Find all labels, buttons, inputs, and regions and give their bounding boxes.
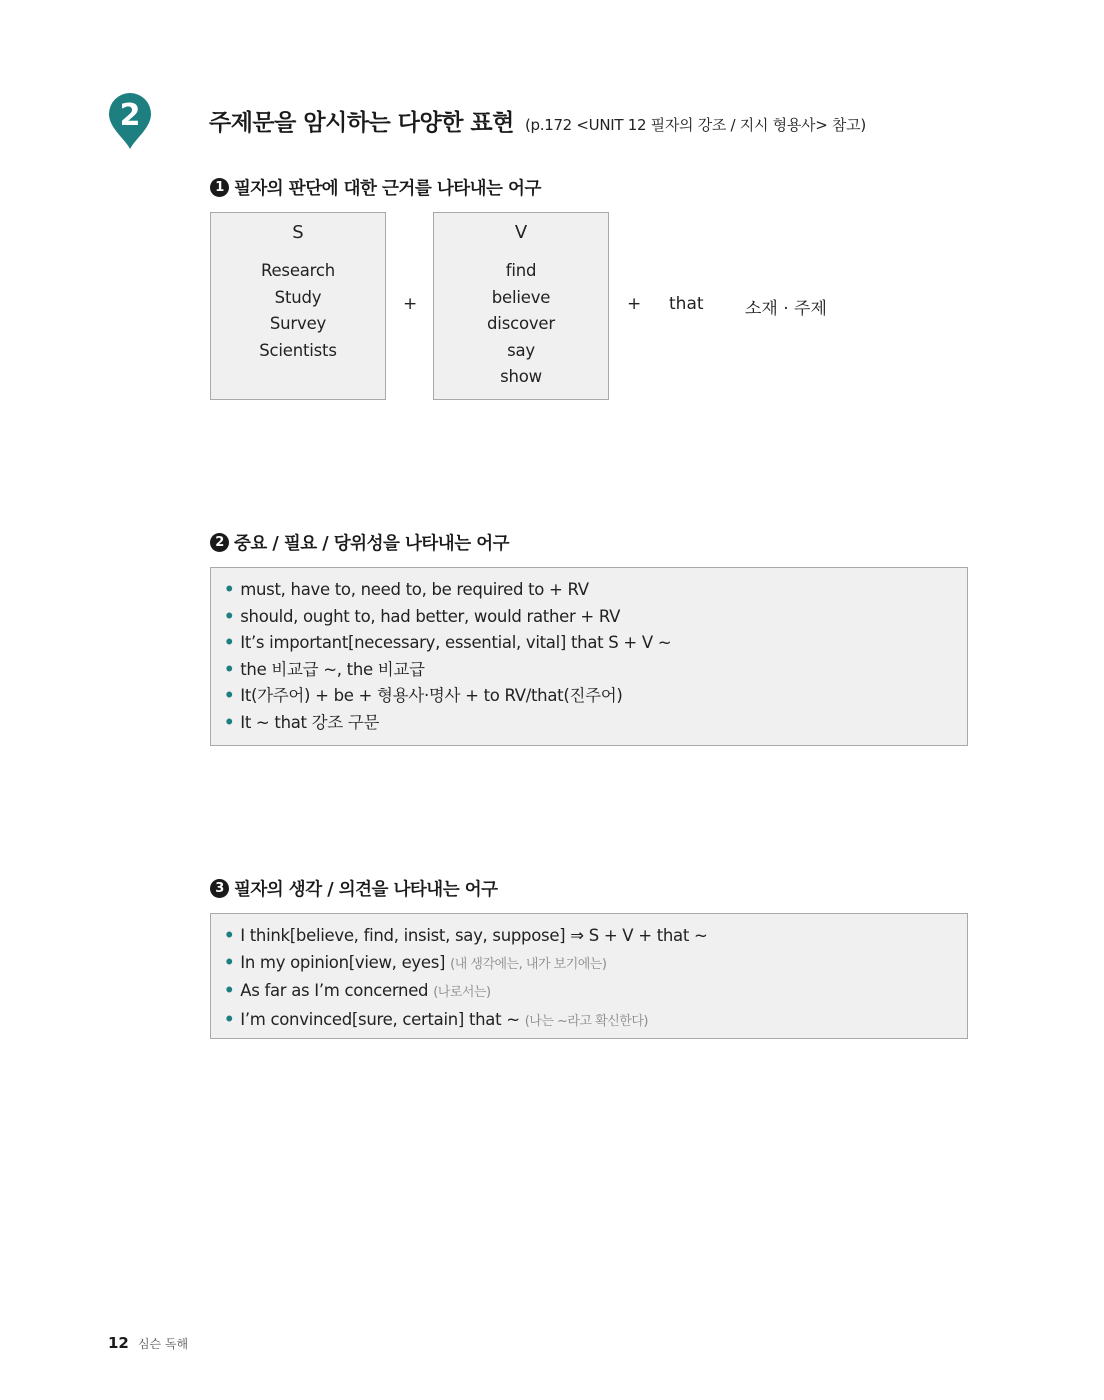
bullet-icon: • <box>224 659 235 679</box>
subject-item: Research <box>260 261 336 280</box>
bullet-icon: • <box>224 1009 235 1029</box>
list-item-text: It(가주어) + be + 형용사·명사 + to RV/that(진주어) <box>240 686 623 706</box>
part2-heading-row <box>210 530 509 555</box>
list-item <box>224 604 967 631</box>
list-item-text: must, have to, need to, be required to + RV <box>240 580 589 599</box>
subject-list <box>211 258 385 364</box>
bullet-icon: • <box>224 952 235 972</box>
list-item <box>224 923 967 950</box>
list-item-text: It’s important[necessary, essential, vital] that S + V ~ <box>240 633 672 653</box>
subject-item: Survey <box>269 314 327 334</box>
list-item <box>224 978 967 1007</box>
verb-item: discover <box>487 314 555 334</box>
verb-item: say <box>507 340 535 360</box>
part3-marker: 3 <box>210 879 229 898</box>
list-item <box>224 657 967 684</box>
list-item-note: (내 생각에는, 내가 보기에는) <box>450 956 607 972</box>
verb-item: find <box>505 261 537 280</box>
part2-heading: 중요 / 필요 / 당위성을 나타내는 어구 <box>234 534 510 554</box>
book-title: 심슨 독해 <box>137 1337 189 1351</box>
page-number: 12 <box>108 1334 129 1352</box>
verb-list <box>434 258 608 391</box>
list-item <box>224 950 967 979</box>
topic-label: 소재 · 주제 <box>745 299 827 319</box>
list-item <box>224 710 967 737</box>
bullet-icon: • <box>224 686 235 706</box>
list-item-text: should, ought to, had better, would rather + RV <box>240 606 621 626</box>
verb-box <box>433 212 609 400</box>
section-number: 2 <box>119 98 141 133</box>
subject-box <box>210 212 386 400</box>
part1-heading: 필자의 판단에 대한 근거를 나타내는 어구 <box>234 179 541 199</box>
verb-item: show <box>500 367 542 387</box>
verb-label: V <box>514 222 528 243</box>
bullet-icon: • <box>224 926 235 945</box>
list-item <box>224 630 967 657</box>
bullet-icon: • <box>224 981 235 1001</box>
bullet-icon: • <box>224 606 235 626</box>
plus-sign: + <box>403 294 418 314</box>
list-item <box>224 683 967 710</box>
part2-marker: 2 <box>210 533 229 552</box>
part1-heading-row <box>210 175 541 200</box>
list-item-text: I’m convinced[sure, certain] that ~ <box>240 1009 520 1029</box>
list-item-text: As far as I’m concerned <box>240 981 429 1001</box>
section-title: 주제문을 암시하는 다양한 표현 <box>209 110 514 136</box>
plus-sign: + <box>627 294 642 314</box>
list-item-note: (나는 ~라고 확신한다) <box>524 1013 648 1029</box>
section-reference: (p.172 <UNIT 12 필자의 강조 / 지시 형용사> 참고) <box>524 116 866 134</box>
part3-list-box <box>210 913 968 1039</box>
subject-item: Scientists <box>259 340 337 360</box>
list-item <box>224 577 967 604</box>
part1-marker: 1 <box>210 178 229 197</box>
list-item-note: (나로서는) <box>433 985 491 1001</box>
list-item <box>224 1007 967 1036</box>
section-title-row <box>209 104 866 137</box>
bullet-icon: • <box>224 633 235 653</box>
subject-label: S <box>292 222 304 243</box>
list-item-text: It ~ that 강조 구문 <box>240 712 380 732</box>
that-word: that <box>669 294 704 314</box>
part2-list-box <box>210 567 968 746</box>
list-item-text: I think[believe, find, insist, say, suppose] ⇒ S + V + that ~ <box>240 926 708 945</box>
verb-item: believe <box>491 287 551 307</box>
bullet-icon: • <box>224 712 235 732</box>
list-item-text: the 비교급 ~, the 비교급 <box>240 659 425 679</box>
page-footer <box>108 1333 188 1352</box>
bullet-icon: • <box>224 580 235 599</box>
list-item-text: In my opinion[view, eyes] <box>240 952 446 972</box>
part3-heading-row <box>210 876 498 901</box>
subject-item: Study <box>274 287 322 307</box>
part3-heading: 필자의 생각 / 의견을 나타내는 어구 <box>234 880 498 900</box>
